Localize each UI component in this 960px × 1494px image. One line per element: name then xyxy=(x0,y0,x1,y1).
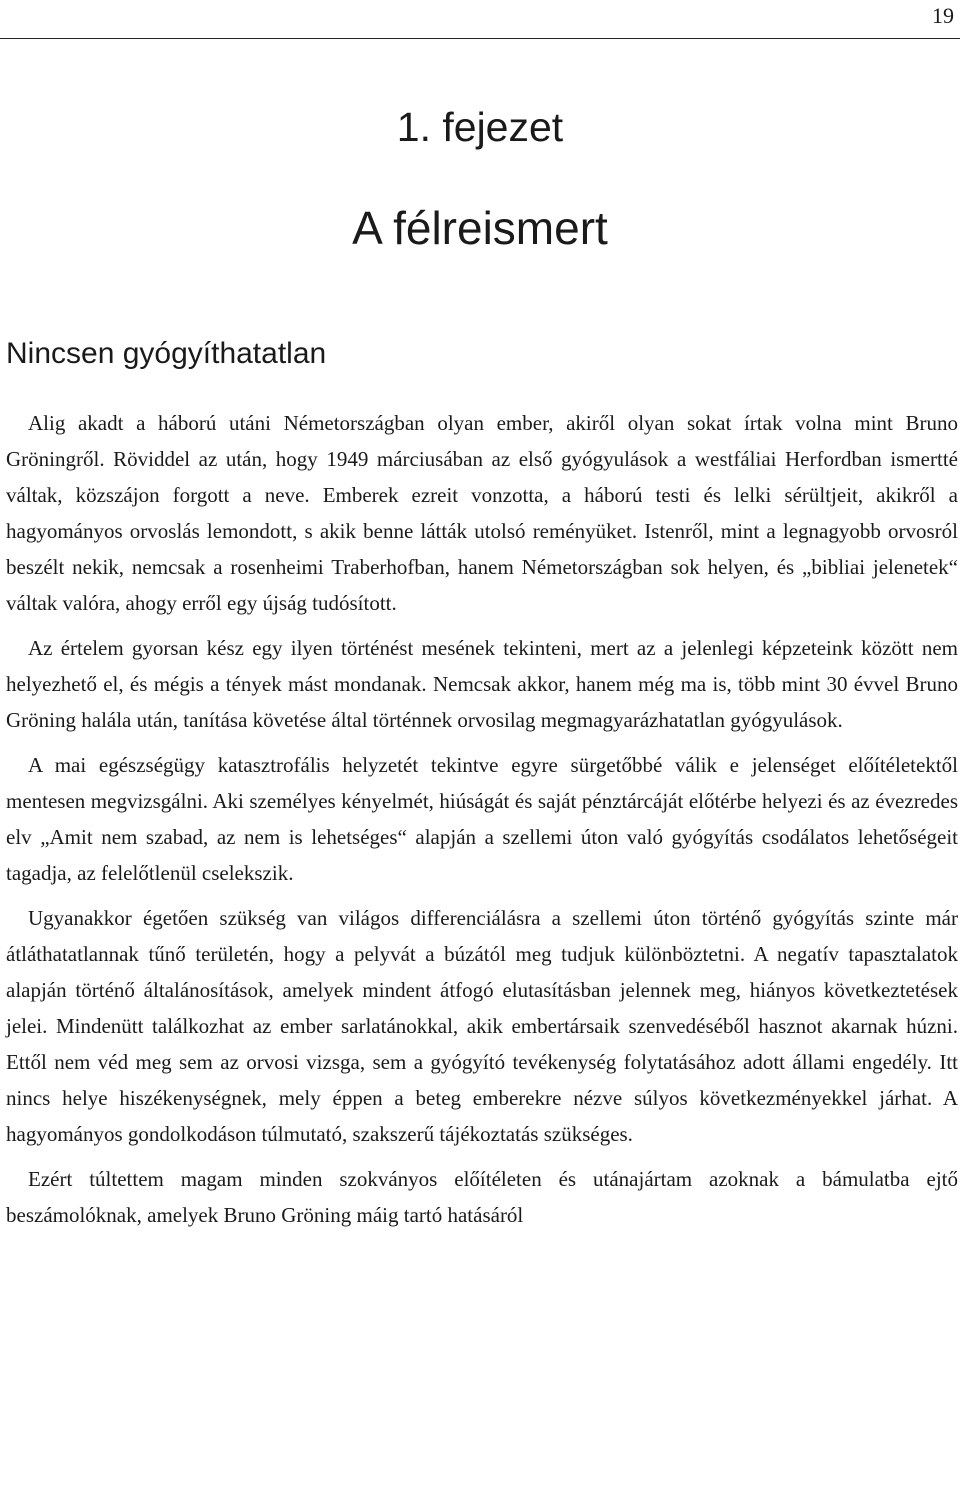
chapter-title: A félreismert xyxy=(352,202,608,254)
paragraph-2: Az értelem gyorsan kész egy ilyen történést mesének tekinteni, mert az a jelenlegi képzeteink között nem helyezhető el, és mégis a tények mást mondanak. Nemcsak akkor, hanem még ma is, több mint 30 évvel Bruno Gröning halála után, tanítása követése által történnek orvosilag megmagyarázhatatlan gyógyulások. xyxy=(6,636,958,732)
body-text xyxy=(6,405,958,1233)
chapter-number: 1. fejezet xyxy=(396,104,564,150)
page-number: 19 xyxy=(932,3,954,28)
paragraph-5: Ezért túltettem magam minden szokványos előítéleten és utánajártam azoknak a bámulatba ejtő beszámolóknak, amelyek Bruno Gröning máig tartó hatásáról xyxy=(6,1167,958,1227)
paragraph-3: A mai egészségügy katasztrofális helyzetét tekintve egyre sürgetőbbé válik e jelenséget előítéletektől mentesen megvizsgálni. Aki személyes kényelmét, hiúságát és saját pénztárcáját előtérbe helyezi és az évezredes elv „Amit nem szabad, az nem is lehetséges“ alapján a szellemi úton való gyógyítás csodálatos lehetőségeit tagadja, az felelőtlenül cselekszik. xyxy=(6,753,958,885)
header-rule xyxy=(0,38,960,39)
paragraph-1: Alig akadt a háború utáni Németországban olyan ember, akiről olyan sokat írtak volna mint Bruno Gröningről. Röviddel az után, hogy 1949 márciusában az első gyógyulások a westfáliai Herfordban ismertté váltak, közszájon forgott a neve. Emberek ezreit vonzotta, a háború testi és lelki sérültjeit, akikről a hagyományos orvoslás lemondott, s akik benne látták utolsó reményüket. Istenről, mint a legnagyobb orvosról beszélt nekik, nemcsak a rosenheimi Traberhofban, hanem Németországban sok helyen, és „bibliai jelenetek“ váltak valóra, ahogy erről egy újság tudósított. xyxy=(6,411,958,615)
section-title: Nincsen gyógyíthatatlan xyxy=(6,337,327,370)
paragraph-4: Ugyanakkor égetően szükség van világos differenciálásra a szellemi úton történő gyógyítás szinte már átláthatatlannak tűnő területén, hogy a pelyvát a búzától meg tudjuk különböztetni. A negatív tapasztalatok alapján történő általánosítások, amelyek mindent átfogó elutasításban jelennek meg, hiányos következtetések jelei. Mindenütt találkozhat az ember sarlatánokkal, akik embertársaik szenvedéséből hasznot akarnak húzni. Ettől nem véd meg sem az orvosi vizsga, sem a gyógyító tevékenység folytatásához adott állami engedély. Itt nincs helye hiszékenységnek, mely éppen a beteg emberekre nézve súlyos következményekkel járhat. A hagyományos gondolkodáson túlmutató, szakszerű tájékoztatás szükséges. xyxy=(6,906,958,1146)
